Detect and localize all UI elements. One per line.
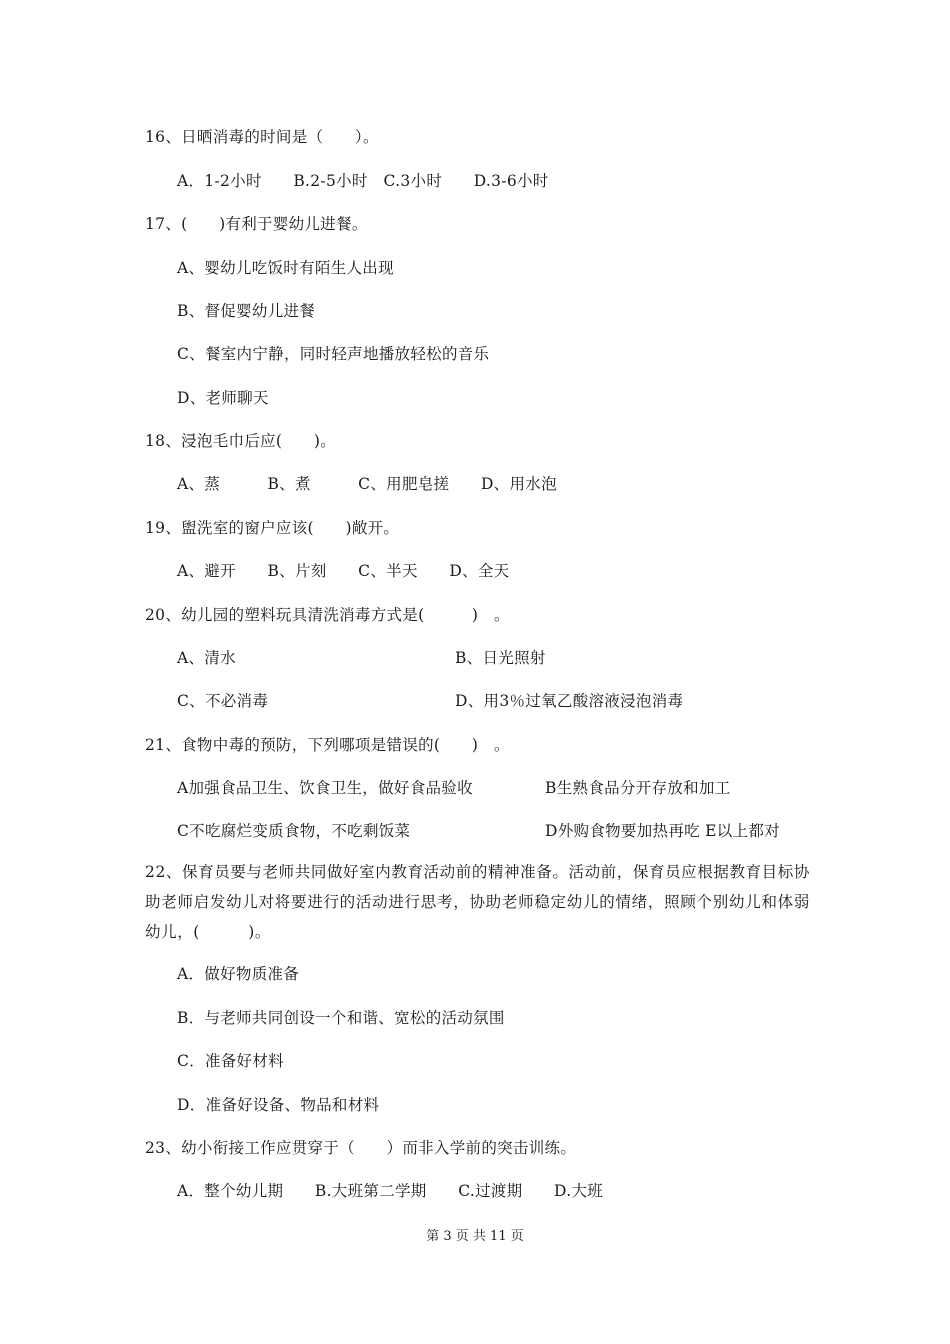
question-19-options: A、避开 B、片刻 C、半天 D、全天 (177, 562, 510, 580)
question-22-option-c: C．准备好材料 (177, 1052, 284, 1070)
question-21-option-c: C不吃腐烂变质食物，不吃剩饭菜 (177, 822, 411, 840)
question-17-option-a: A、婴幼儿吃饭时有陌生人出现 (177, 259, 394, 277)
question-22-option-d: D．准备好设备、物品和材料 (177, 1096, 380, 1114)
question-17-option-b: B、督促婴幼儿进餐 (177, 302, 316, 320)
question-20-option-b: B、日光照射 (455, 649, 546, 667)
question-17-option-c: C、餐室内宁静，同时轻声地播放轻松的音乐 (177, 345, 490, 363)
question-21-option-d: D外购食物要加热再吃 E以上都对 (545, 822, 780, 840)
question-22-stem: 22、保育员要与老师共同做好室内教育活动前的精神准备。活动前，保育员应根据教育目标协助老师启发幼儿对将要进行的活动进行思考，协助老师稳定幼儿的情绪，照顾个别幼儿和体弱幼儿，( )。 (145, 863, 810, 941)
question-20-stem: 20、幼儿园的塑料玩具清洗消毒方式是( ) 。 (145, 606, 510, 624)
question-16-options: A．1-2小时 B.2-5小时 C.3小时 D.3-6小时 (177, 172, 549, 190)
question-20-option-d: D、用3％过氧乙酸溶液浸泡消毒 (455, 692, 684, 710)
question-20-option-a: A、清水 (177, 649, 236, 667)
question-22-option-b: B．与老师共同创设一个和谐、宽松的活动氛围 (177, 1009, 505, 1027)
question-21-option-b: B生熟食品分开存放和加工 (545, 779, 731, 797)
question-23-stem: 23、幼小衔接工作应贯穿于（ ）而非入学前的突击训练。 (145, 1139, 577, 1157)
question-19-stem: 19、盥洗室的窗户应该( )敞开。 (145, 519, 400, 537)
question-18-stem: 18、浸泡毛巾后应( )。 (145, 432, 337, 450)
question-23-options: A．整个幼儿期 B.大班第二学期 C.过渡期 D.大班 (177, 1182, 604, 1200)
question-21-option-a: A加强食品卫生、饮食卫生，做好食品验收 (177, 779, 473, 797)
question-17-option-d: D、老师聊天 (177, 389, 269, 407)
page-footer: 第 3 页 共 11 页 (426, 1229, 524, 1244)
question-21-stem: 21、食物中毒的预防，下列哪项是错误的( ) 。 (145, 736, 510, 754)
question-17-stem: 17、( )有利于婴幼儿进餐。 (145, 215, 368, 233)
question-22-option-a: A．做好物质准备 (177, 965, 300, 983)
question-18-options: A、蒸 B、煮 C、用肥皂搓 D、用水泡 (177, 475, 557, 493)
question-20-option-c: C、不必消毒 (177, 692, 269, 710)
question-16-stem: 16、日晒消毒的时间是（ ）。 (145, 128, 379, 146)
